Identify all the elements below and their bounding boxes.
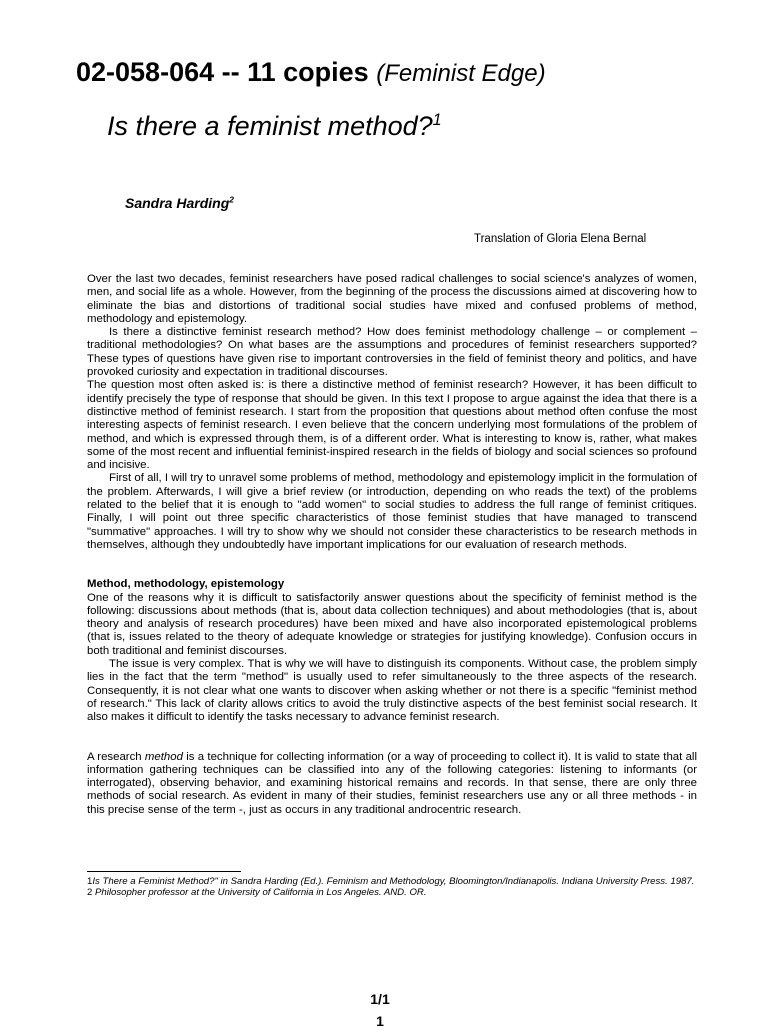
footnote-text: in Sandra Harding (Ed.). Feminism and Methodology, Bloomington/Indianapolis. Indiana University Press. 1987. xyxy=(217,876,695,887)
section-heading: Method, methodology, epistemology xyxy=(87,578,285,591)
body-text xyxy=(87,273,697,817)
footnote-number: 2 xyxy=(87,887,93,899)
paragraph: First of all, I will try to unravel some problems of method, methodology and epistemology implicit in the formulation of the problem. Afterwards, I will give a brief review (or introduction, depending on who reads the text) of the problems related to the belief that it is enough to "add women" to social studies to address the full range of feminist critiques. Finally, I will point out three specific characteristics of those feminist studies that have managed to transcend "summative" approaches. I will try to show why we should not consider these characteristics to be research methods in themselves, although they undoubtedly have important implications for our evaluation of research methods. xyxy=(87,472,697,551)
document-code-header xyxy=(76,56,676,90)
author-footnote-mark: 2 xyxy=(229,194,234,205)
paragraph-spacer xyxy=(87,725,697,751)
translation-credit: Translation of Gloria Elena Bernal xyxy=(474,233,647,245)
page-number-line: 1 xyxy=(376,1013,384,1029)
document-title xyxy=(107,108,442,144)
footnote-cited-title: Is There a Feminist Method?" xyxy=(92,876,218,887)
document-code-subtitle: (Feminist Edge) xyxy=(376,60,546,87)
paragraph-rest: is a technique for collecting information (or a way of proceeding to collect it). It is valid to state that all information gathering techniques can be classified into any of the following categories: listening to informants (or interrogated), observing behavior, and examining historical remains and records. In that sense, there are only three methods of social research. As evident in many of their studies, feminist researchers use any or all three methods - in this precise sense of the term -, just as occurs in any traditional androcentric research. xyxy=(87,750,697,816)
title-footnote-mark: 1 xyxy=(432,111,442,129)
paragraph xyxy=(87,751,697,817)
footnote-separator xyxy=(87,871,241,872)
footnote-number: 1 xyxy=(87,876,93,887)
footnote-text: Philosopher professor at the University of California in Los Angeles. AND. OR. xyxy=(92,887,427,899)
author-name: Sandra Harding xyxy=(125,195,230,211)
title-text: Is there a feminist method? xyxy=(107,111,433,141)
document-code: 02-058-064 -- 11 copies xyxy=(76,57,369,87)
emphasized-term: method xyxy=(144,750,183,763)
footnote-2 xyxy=(87,887,697,898)
footnotes xyxy=(87,876,697,899)
paragraph-lead: A research xyxy=(87,750,145,763)
paragraph: The question most often asked is: is there a distinctive method of feminist research? However, it has been difficult to identify precisely the type of response that should be given. In this text I propose to argue against the idea that there is a distinctive method of feminist research. I start from the proposition that questions about method often confuse the most interesting aspects of feminist research. I even believe that the concern underlying most formulations of the problem of method, and which is expressed through them, is of a different order. What is interesting to know is, rather, what makes some of the most recent and influential feminist-inspired research in the fields of biology and social sciences so profound and incisive. xyxy=(87,379,697,472)
paragraph-spacer xyxy=(87,552,697,578)
author-line xyxy=(125,195,234,211)
paragraph: The issue is very complex. That is why we will have to distinguish its components. Without case, the problem simply lies in the fact that the term "method" is usually used to refer simultaneously to the three aspects of the research. Consequently, it is not clear what one wants to discover when asking whether or not there is a specific "feminist method of research." This lack of clarity allows critics to avoid the truly distinctive aspects of the best feminist social research. It also makes it difficult to identify the tasks necessary to advance feminist research. xyxy=(87,658,697,724)
page-number-line: 1/1 xyxy=(370,991,390,1007)
page-number xyxy=(340,988,420,1032)
paragraph: Is there a distinctive feminist research method? How does feminist methodology challenge – or complement – traditional methodologies? On what bases are the assumptions and procedures of feminist researchers supported? These types of questions have given rise to important controversies in the field of feminist theory and politics, and have provoked curiosity and expectation in traditional discourses. xyxy=(87,326,697,379)
paragraph: One of the reasons why it is difficult to satisfactorily answer questions about the specificity of feminist method is the following: discussions about methods (that is, about data collection techniques) and about methodologies (that is, about theory and analysis of research procedures) have been mixed and have also incorporated epistemological problems (that is, issues related to the theory of adequate knowledge or strategies for justifying knowledge). Confusion occurs in both traditional and feminist discourses. xyxy=(87,591,697,657)
footnote-1 xyxy=(87,876,697,887)
paragraph: Over the last two decades, feminist researchers have posed radical challenges to social science's analyzes of women, men, and social life as a whole. However, from the beginning of the process the discussions aimed at discovering how to eliminate the bias and distortions of traditional social studies have mixed and confused problems of method, methodology and epistemology. xyxy=(87,273,697,325)
